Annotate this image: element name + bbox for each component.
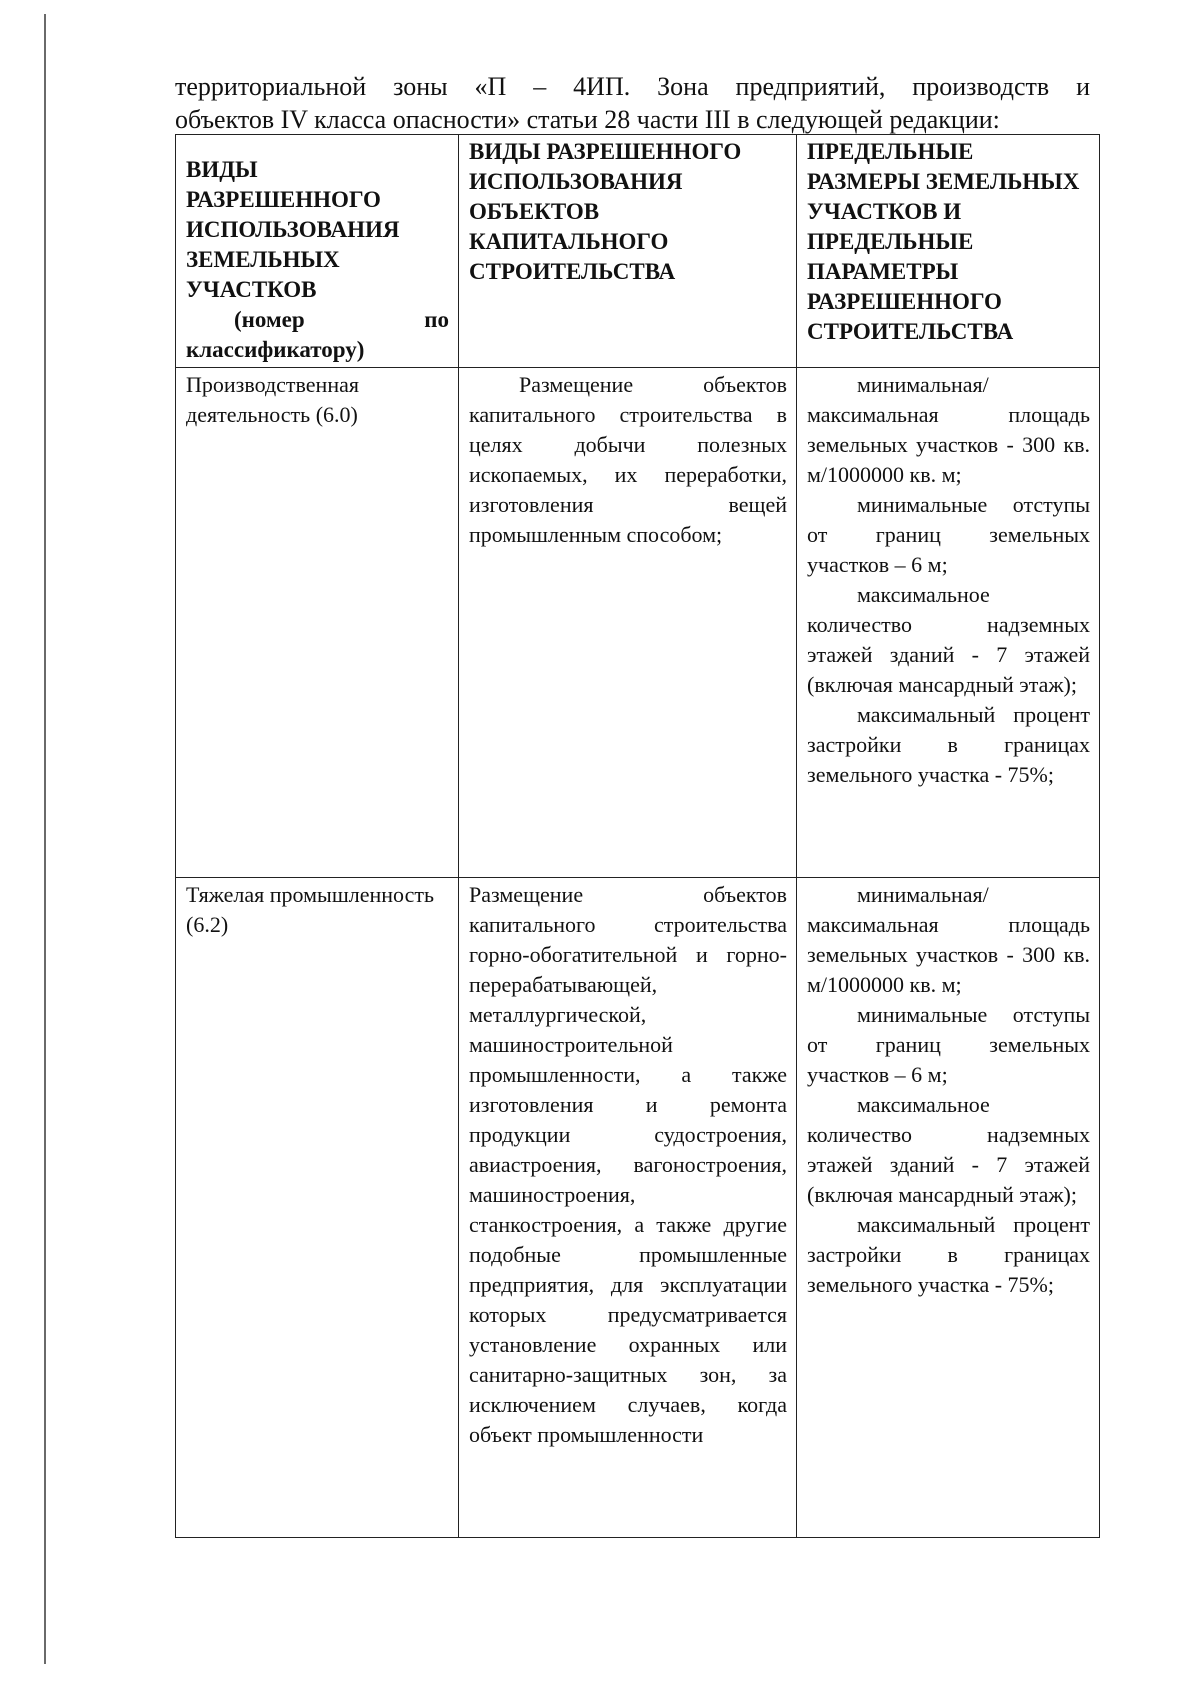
cell-capital-objects (459, 368, 797, 878)
param-floors: максимальное количество надземных этажей зданий - 7 этажей (включая мансардный этаж); (807, 582, 1090, 697)
zoning-table (175, 134, 1100, 1538)
header-limits-title: ПРЕДЕЛЬНЫЕ РАЗМЕРЫ ЗЕМЕЛЬНЫХ УЧАСТКОВ И ПРЕДЕЛЬНЫЕ ПАРАМЕТРЫ РАЗРЕШЕННОГО СТРОИТЕЛЬСТВА (807, 139, 1080, 344)
cell-capital-objects-text: Размещение объектов капитального строительства горно-обогатительной и горно-перерабатывающей, металлургической, машиностроительной промышленности, а также изготовления и ремонта продукции судостроения, авиастроения, вагоностроения, машиностроения, станкостроения, а также другие подобные промышленные предприятия, для эксплуатации которых предусматривается установление охранных или санитарно-защитных зон, за исключением случаев, когда объект промышленности (469, 882, 787, 1447)
cell-land-use: Тяжелая промышленность (6.2) (176, 878, 459, 1538)
intro-paragraph (175, 70, 1090, 136)
cell-limits (797, 368, 1100, 878)
header-capital-objects-title: ВИДЫ РАЗРЕШЕННОГО ИСПОЛЬЗОВАНИЯ ОБЪЕКТОВ КАПИТАЛЬНОГО СТРОИТЕЛЬСТВА (469, 139, 742, 284)
header-land-use-subtitle: (номер по классификатору) (186, 307, 449, 362)
intro-line-1: территориальной зоны «П – 4ИП. Зона предприятий, производств и (175, 72, 1090, 101)
table-row (176, 368, 1100, 878)
param-setbacks: минимальные отступы от границ земельных участков – 6 м; (807, 1002, 1090, 1087)
cell-limits (797, 878, 1100, 1538)
param-area: минимальная/максимальная площадь земельных участков - 300 кв. м/1000000 кв. м; (807, 882, 1090, 997)
intro-line-2: объектов IV класса опасности» статьи 28 части III в следующей редакции: (175, 105, 1000, 134)
table-header-row (176, 135, 1100, 368)
cell-capital-objects (459, 878, 797, 1538)
param-coverage: максимальный процент застройки в границах земельного участка - 75%; (807, 702, 1090, 787)
header-land-use-title: ВИДЫ РАЗРЕШЕННОГО ИСПОЛЬЗОВАНИЯ ЗЕМЕЛЬНЫХ УЧАСТКОВ (186, 157, 400, 302)
header-land-use (176, 135, 459, 368)
header-limits (797, 135, 1100, 368)
param-floors: максимальное количество надземных этажей зданий - 7 этажей (включая мансардный этаж); (807, 1092, 1090, 1207)
cell-land-use: Производственная деятельность (6.0) (176, 368, 459, 878)
param-area: минимальная/максимальная площадь земельных участков - 300 кв. м/1000000 кв. м; (807, 372, 1090, 487)
table-row (176, 878, 1100, 1538)
cell-capital-objects-text: Размещение объектов капитального строительства в целях добычи полезных ископаемых, их переработки, изготовления вещей промышленным способом; (469, 372, 787, 547)
header-capital-objects (459, 135, 797, 368)
param-coverage: максимальный процент застройки в границах земельного участка - 75%; (807, 1212, 1090, 1297)
left-margin-line (44, 14, 46, 1664)
param-setbacks: минимальные отступы от границ земельных участков – 6 м; (807, 492, 1090, 577)
